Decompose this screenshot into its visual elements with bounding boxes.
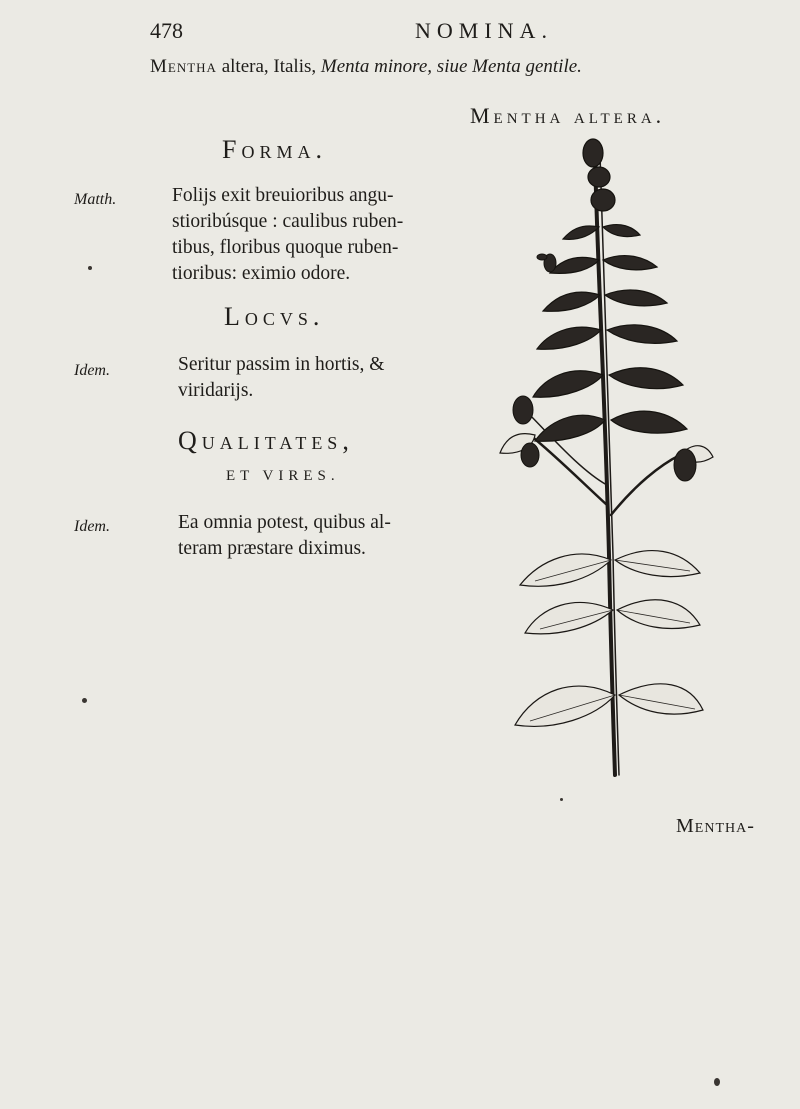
text-line: tibus, floribus quoque ruben-	[172, 237, 399, 258]
text-line: teram præstare diximus.	[178, 538, 366, 559]
plate-title: Mentha altera.	[470, 103, 666, 128]
mint-plant-woodcut	[495, 135, 715, 785]
catchword: Mentha-	[676, 815, 755, 837]
running-head: NOMINA.	[415, 18, 553, 43]
text-line: Seritur passim in hortis, &	[178, 354, 385, 375]
paper-speck	[560, 798, 563, 801]
section-heading-locus: Locvs.	[224, 302, 325, 331]
subtitle-rest: altera, Italis,	[216, 56, 321, 77]
paper-speck	[82, 698, 87, 703]
marginal-note-idem: Idem.	[74, 518, 110, 535]
paper-speck	[714, 1078, 720, 1086]
text-line: tioribus: eximio odore.	[172, 263, 351, 284]
subtitle-line	[150, 56, 582, 78]
subtitle-italic: Menta minore, siue Menta gentile.	[320, 56, 582, 77]
section-body-locus	[178, 352, 384, 404]
section-body-forma	[172, 183, 403, 287]
text-line: viridarijs.	[178, 380, 254, 401]
section-heading-forma: Forma.	[222, 135, 327, 164]
marginal-note-matth: Matth.	[74, 191, 117, 208]
subtitle-caps: Mentha	[150, 56, 217, 77]
paper-speck	[88, 266, 92, 270]
section-body-qualitates	[178, 510, 391, 562]
text-line: Ea omnia potest, quibus al-	[178, 512, 391, 533]
marginal-note-idem: Idem.	[74, 362, 110, 379]
section-heading-qualitates: Qualitates,	[178, 426, 354, 455]
page-number: 478	[150, 18, 183, 43]
section-subheading-vires: ET VIRES.	[226, 468, 340, 484]
text-line: Folijs exit breuioribus angu-	[172, 185, 394, 206]
text-line: stioribúsque : caulibus ruben-	[172, 211, 404, 232]
